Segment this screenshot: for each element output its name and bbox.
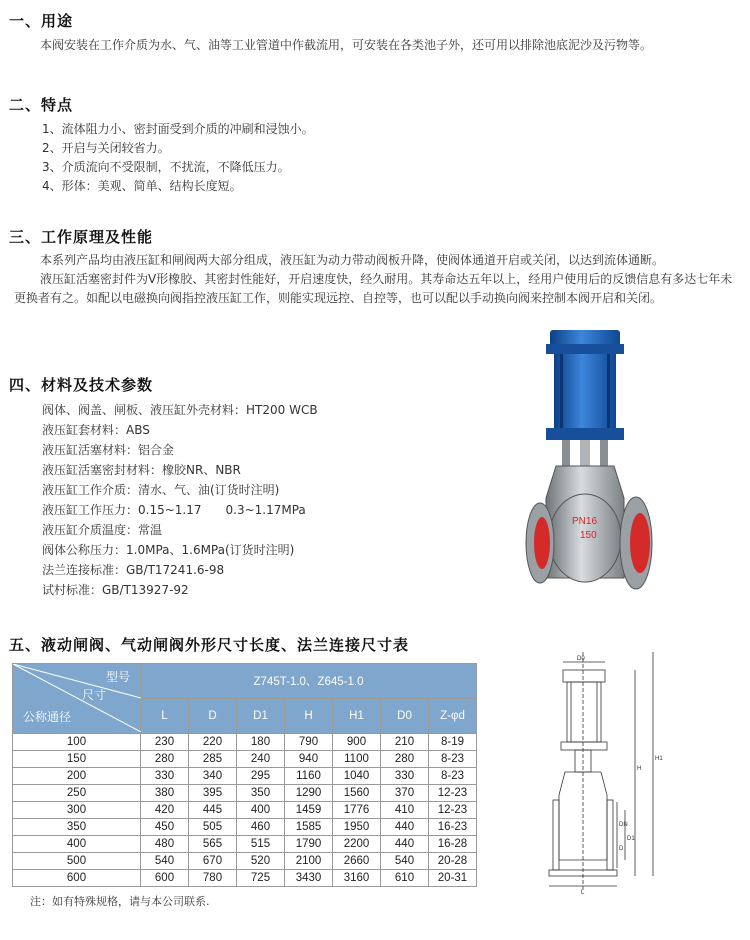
table-cell: 350 <box>237 785 285 802</box>
spec-item: 液压缸工作介质：清水、气、油(订货时注明) <box>42 483 280 497</box>
table-cell: 180 <box>237 734 285 751</box>
valve-marking-dn: 150 <box>580 530 597 541</box>
feature-item: 4、形体：美观、简单、结构长度短。 <box>42 179 242 193</box>
table-cell: 340 <box>189 768 237 785</box>
table-cell: 1776 <box>333 802 381 819</box>
model-header: Z745T-1.0、Z645-1.0 <box>141 664 477 699</box>
table-cell: 3160 <box>333 870 381 887</box>
column-header: Z-φd <box>429 699 477 734</box>
section3-paragraph-1: 本系列产品均由液压缸和闸阀两大部分组成，液压缸为动力带动阀板升降，使阀体通道开启或关闭，以达到流体通断。 <box>40 253 665 267</box>
section4-title: 四、材料及技术参数 <box>9 376 154 394</box>
section1-text: 本阀安装在工作介质为水、气、油等工业管道中作截流用，可安装在各类池子外，还可用以排除池底泥沙及污物等。 <box>40 38 653 52</box>
nominal-diameter-cell: 100 <box>13 734 141 751</box>
nominal-diameter-cell: 250 <box>13 785 141 802</box>
table-cell: 2100 <box>285 853 333 870</box>
table-cell: 285 <box>189 751 237 768</box>
dimension-table <box>12 663 477 887</box>
table-cell: 2200 <box>333 836 381 853</box>
nominal-diameter-cell: 500 <box>13 853 141 870</box>
feature-item: 1、流体阻力小、密封面受到介质的冲刷和浸蚀小。 <box>42 122 314 136</box>
table-cell: 565 <box>189 836 237 853</box>
table-cell: 395 <box>189 785 237 802</box>
table-cell: 1040 <box>333 768 381 785</box>
nominal-diameter-cell: 400 <box>13 836 141 853</box>
table-cell: 540 <box>381 853 429 870</box>
table-cell: 520 <box>237 853 285 870</box>
table-cell: 725 <box>237 870 285 887</box>
table-row <box>13 785 477 802</box>
table-cell: 20-28 <box>429 853 477 870</box>
table-cell: 940 <box>285 751 333 768</box>
table-cell: 295 <box>237 768 285 785</box>
spec-item: 法兰连接标准：GB/T17241.6-98 <box>42 563 225 577</box>
table-cell: 3430 <box>285 870 333 887</box>
table-cell: 610 <box>381 870 429 887</box>
table-cell: 280 <box>141 751 189 768</box>
section1-title: 一、用途 <box>9 12 74 30</box>
table-cell: 450 <box>141 819 189 836</box>
table-row <box>13 853 477 870</box>
table-cell: 1100 <box>333 751 381 768</box>
table-cell: 1290 <box>285 785 333 802</box>
nominal-diameter-cell: 300 <box>13 802 141 819</box>
table-cell: 220 <box>189 734 237 751</box>
table-cell: 440 <box>381 819 429 836</box>
table-row <box>13 870 477 887</box>
feature-item: 3、介质流向不受限制，不扰流，不降低压力。 <box>42 160 290 174</box>
nominal-diameter-cell: 600 <box>13 870 141 887</box>
table-cell: 410 <box>381 802 429 819</box>
table-cell: 8-23 <box>429 768 477 785</box>
corner-label-nominal: 公称通径 <box>23 710 72 724</box>
spec-item: 阀体、阀盖、闸板、液压缸外壳材料：HT200 WCB <box>42 403 318 417</box>
feature-list <box>42 120 314 196</box>
valve-technical-drawing <box>535 650 675 895</box>
table-cell: 210 <box>381 734 429 751</box>
valve-photo <box>520 328 660 613</box>
table-row <box>13 802 477 819</box>
table-cell: 540 <box>141 853 189 870</box>
section2-title: 二、特点 <box>9 96 74 114</box>
drawing-label-dn: DN <box>619 822 628 828</box>
corner-label-model: 型号 <box>105 670 130 684</box>
spec-item: 阀体公称压力：1.0MPa、1.6MPa(订货时注明) <box>42 543 295 557</box>
table-cell: 16-28 <box>429 836 477 853</box>
table-cell: 600 <box>141 870 189 887</box>
table-cell: 1790 <box>285 836 333 853</box>
column-header: H1 <box>333 699 381 734</box>
table-cell: 240 <box>237 751 285 768</box>
feature-item: 2、开启与关闭较省力。 <box>42 141 170 155</box>
table-row <box>13 836 477 853</box>
nominal-diameter-cell: 200 <box>13 768 141 785</box>
drawing-label-h: H <box>637 766 642 772</box>
section3-title: 三、工作原理及性能 <box>9 228 154 246</box>
table-cell: 460 <box>237 819 285 836</box>
table-cell: 8-23 <box>429 751 477 768</box>
table-cell: 790 <box>285 734 333 751</box>
spec-item: 液压缸活塞密封材料：橡胶NR、NBR <box>42 463 241 477</box>
table-cell: 230 <box>141 734 189 751</box>
table-cell: 900 <box>333 734 381 751</box>
table-row <box>13 768 477 785</box>
table-cell: 330 <box>381 768 429 785</box>
corner-label-size: 尺寸 <box>81 688 106 702</box>
table-cell: 420 <box>141 802 189 819</box>
table-cell: 380 <box>141 785 189 802</box>
section3-paragraph-2: 液压缸活塞密封件为V形橡胶、其密封性能好，开启速度快，经久耐用。其寿命达五年以上，经用户使用后的反馈信息有多达七年未更换者有之。如配以电磁换向阀指控液压缸工作，则能实现远控、自控等，也可以配以手动换向阀来控制本阀开启和关闭。 <box>14 272 733 305</box>
drawing-label-d1: D1 <box>627 836 635 842</box>
table-cell: 16-23 <box>429 819 477 836</box>
table-cell: 20-31 <box>429 870 477 887</box>
table-cell: 670 <box>189 853 237 870</box>
table-cell: 1160 <box>285 768 333 785</box>
drawing-label-l: L <box>581 890 585 895</box>
column-header: D0 <box>381 699 429 734</box>
table-cell: 330 <box>141 768 189 785</box>
column-header: D <box>189 699 237 734</box>
table-cell: 12-23 <box>429 785 477 802</box>
table-cell: 370 <box>381 785 429 802</box>
table-cell: 12-23 <box>429 802 477 819</box>
column-header: D1 <box>237 699 285 734</box>
section5-title: 五、液动闸阀、气动闸阀外形尺寸长度、法兰连接尺寸表 <box>9 636 410 654</box>
spec-item: 液压缸套材料：ABS <box>42 423 150 437</box>
table-cell: 515 <box>237 836 285 853</box>
table-cell: 780 <box>189 870 237 887</box>
table-row <box>13 751 477 768</box>
section3-body <box>14 251 742 308</box>
table-cell: 2660 <box>333 853 381 870</box>
table-cell: 400 <box>237 802 285 819</box>
table-body <box>13 734 477 887</box>
table-cell: 280 <box>381 751 429 768</box>
spec-item: 液压缸介质温度：常温 <box>42 523 163 537</box>
drawing-label-d: D <box>619 846 624 852</box>
table-cell: 1950 <box>333 819 381 836</box>
table-cell: 1585 <box>285 819 333 836</box>
spec-list <box>42 400 318 600</box>
table-row <box>13 734 477 751</box>
drawing-label-d0: D0 <box>577 656 585 662</box>
table-cell: 505 <box>189 819 237 836</box>
table-row <box>13 819 477 836</box>
spec-item: 试村标准：GB/T13927-92 <box>42 583 189 597</box>
table-cell: 445 <box>189 802 237 819</box>
spec-item: 液压缸工作压力：0.15~1.17 0.3~1.17MPa <box>42 503 306 517</box>
drawing-label-h1: H1 <box>655 756 663 762</box>
column-header: L <box>141 699 189 734</box>
valve-marking-pn: PN16 <box>572 516 598 527</box>
column-header: H <box>285 699 333 734</box>
nominal-diameter-cell: 350 <box>13 819 141 836</box>
table-corner-header <box>13 664 141 734</box>
table-cell: 1560 <box>333 785 381 802</box>
table-cell: 440 <box>381 836 429 853</box>
table-cell: 1459 <box>285 802 333 819</box>
table-note: 注：如有特殊规格，请与本公司联系. <box>30 895 210 908</box>
nominal-diameter-cell: 150 <box>13 751 141 768</box>
table-cell: 8-19 <box>429 734 477 751</box>
spec-item: 液压缸活塞材料：铝合金 <box>42 443 175 457</box>
table-cell: 480 <box>141 836 189 853</box>
